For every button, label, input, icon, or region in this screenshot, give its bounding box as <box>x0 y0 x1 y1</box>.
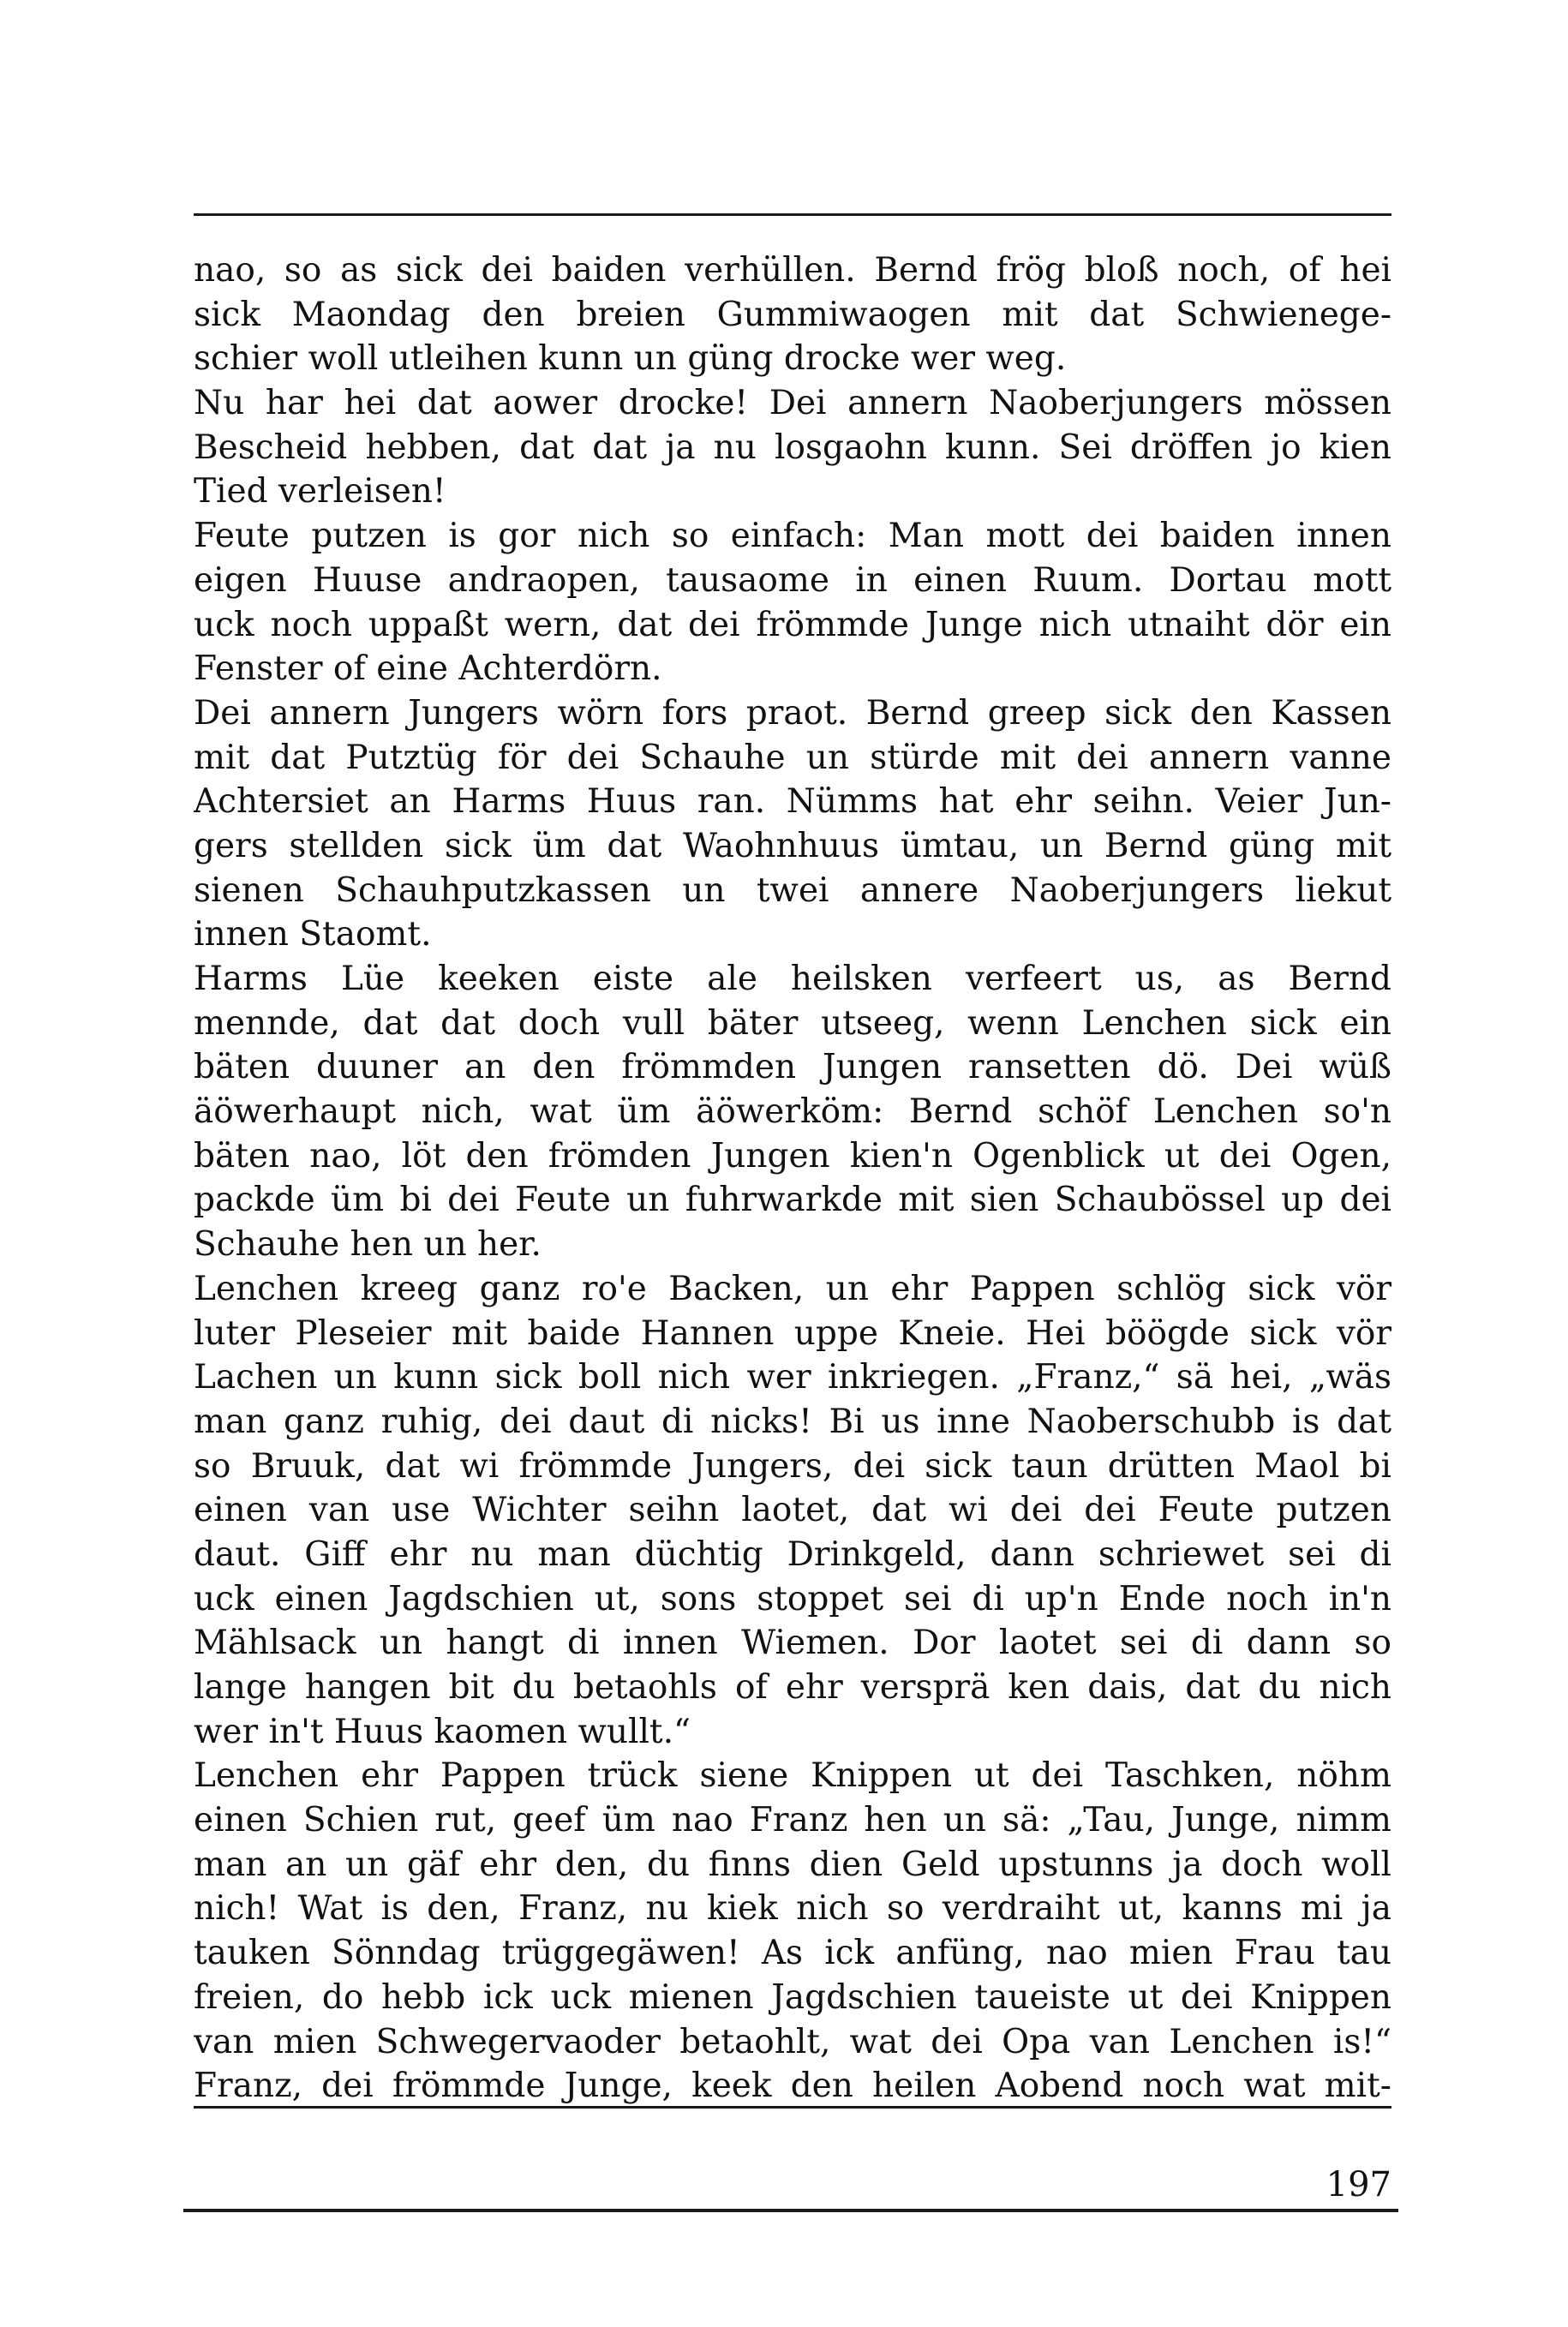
text-line: Lenchen ehr Pappen trück siene Knippen ut dei Taschken, nöhm <box>194 1756 1391 1796</box>
text-line: einen Schien rut, geef üm nao Franz hen un sä: „Tau, Junge, nimm <box>194 1801 1391 1840</box>
bottom-rule <box>194 2106 1391 2109</box>
text-line: nich! Wat is den, Franz, nu kiek nich so verdraiht ut, kanns mi ja <box>194 1889 1391 1929</box>
text-line: freien, do hebb ick uck mienen Jagdschien taueiste ut dei Knippen <box>194 1977 1391 2017</box>
text-line: Bescheid hebben, dat dat ja nu losgaohn kunn. Sei dröffen jo kien <box>194 428 1391 467</box>
paragraph <box>194 248 1391 381</box>
text-line: sienen Schauhputzkassen un twei annere Naoberjungers liekut <box>194 870 1391 910</box>
text-line: Dei annern Jungers wörn fors praot. Bernd greep sick den Kassen <box>194 693 1391 733</box>
text-line: Tied verleisen! <box>194 472 446 511</box>
text-line: man an un gäf ehr den, du finns dien Geld upstunns ja doch woll <box>194 1845 1391 1884</box>
text-line: Fenster of eine Achterdörn. <box>194 649 662 689</box>
text-line: luter Pleseier mit baide Hannen uppe Kneie. Hei böögde sick vör <box>194 1313 1391 1353</box>
paragraph <box>194 1267 1391 1755</box>
page-number: 197 <box>1326 2165 1391 2204</box>
text-line: uck einen Jagdschien ut, sons stoppet sei di up'n Ende noch in'n <box>194 1579 1391 1618</box>
text-line: daut. Giff ehr nu man düchtig Drinkgeld, dann schriewet sei di <box>194 1534 1391 1574</box>
paragraph <box>194 514 1391 691</box>
top-rule <box>194 213 1391 216</box>
text-line: bäten duuner an den frömmden Jungen ransetten dö. Dei wüß <box>194 1048 1391 1087</box>
text-line: tauken Sönndag trüggegäwen! As ick anfüng, nao mien Frau tau <box>194 1934 1391 1973</box>
body-text <box>194 248 1391 2109</box>
footer-rule <box>183 2209 1398 2212</box>
text-line: schier woll utleihen kunn un güng drocke wer weg. <box>194 339 1067 379</box>
paragraph <box>194 691 1391 957</box>
text-line: Lenchen kreeg ganz ro'e Backen, un ehr Pappen schlög sick vör <box>194 1269 1391 1308</box>
text-line: man ganz ruhig, dei daut di nicks! Bi us inne Naoberschubb is dat <box>194 1402 1391 1441</box>
text-line: van mien Schwegervaoder betaohlt, wat dei Opa van Lenchen is!“ <box>194 2022 1391 2061</box>
text-line: mennde, dat dat doch vull bäter utseeg, wenn Lenchen sick ein <box>194 1003 1391 1043</box>
text-line: Lachen un kunn sick boll nich wer inkriegen. „Franz,“ sä hei, „wäs <box>194 1358 1391 1397</box>
text-line: nao, so as sick dei baiden verhüllen. Bernd frög bloß noch, of hei <box>194 251 1391 290</box>
paragraph <box>194 381 1391 514</box>
text-line: Nu har hei dat aower drocke! Dei annern Naoberjungers mössen <box>194 384 1391 423</box>
text-line: eigen Huuse andraopen, tausaome in einen Ruum. Dortau mott <box>194 560 1391 600</box>
text-line: so Bruuk, dat wi frömmde Jungers, dei sick taun drütten Maol bi <box>194 1446 1391 1486</box>
text-line: Achtersiet an Harms Huus ran. Nümms hat ehr seihn. Veier Jun- <box>194 782 1391 822</box>
text-line: uck noch uppaßt wern, dat dei frömmde Junge nich utnaiht dör ein <box>194 605 1391 644</box>
text-line: bäten nao, löt den frömden Jungen kien'n Ogenblick ut dei Ogen, <box>194 1136 1391 1175</box>
text-line: packde üm bi dei Feute un fuhrwarkde mit sien Schaubössel up dei <box>194 1181 1391 1220</box>
text-line: wer in't Huus kaomen wullt.“ <box>194 1712 691 1751</box>
text-line: Franz, dei frömmde Junge, keek den heilen Aobend noch wat mit- <box>194 2067 1391 2106</box>
text-line: Feute putzen is gor nich so einfach: Man mott dei baiden innen <box>194 517 1391 556</box>
text-line: einen van use Wichter seihn laotet, dat wi dei dei Feute putzen <box>194 1491 1391 1530</box>
text-line: mit dat Putztüg för dei Schauhe un stürde mit dei annern vanne <box>194 738 1391 777</box>
text-line: lange hangen bit du betaohls of ehr versprä ken dais, dat du nich <box>194 1668 1391 1707</box>
paragraph <box>194 957 1391 1267</box>
text-line: sick Maondag den breien Gummiwaogen mit dat Schwienege- <box>194 295 1391 334</box>
paragraph <box>194 1754 1391 2109</box>
text-line: Schauhe hen un her. <box>194 1225 542 1265</box>
text-line: gers stellden sick üm dat Waohnhuus ümtau, un Bernd güng mit <box>194 826 1391 865</box>
text-line: innen Staomt. <box>194 915 432 954</box>
text-line: Mählsack un hangt di innen Wiemen. Dor laotet sei di dann so <box>194 1624 1391 1663</box>
text-line: Harms Lüe keeken eiste ale heilsken verfeert us, as Bernd <box>194 960 1391 998</box>
text-line: äöwerhaupt nich, wat üm äöwerköm: Bernd schöf Lenchen so'n <box>194 1092 1391 1132</box>
